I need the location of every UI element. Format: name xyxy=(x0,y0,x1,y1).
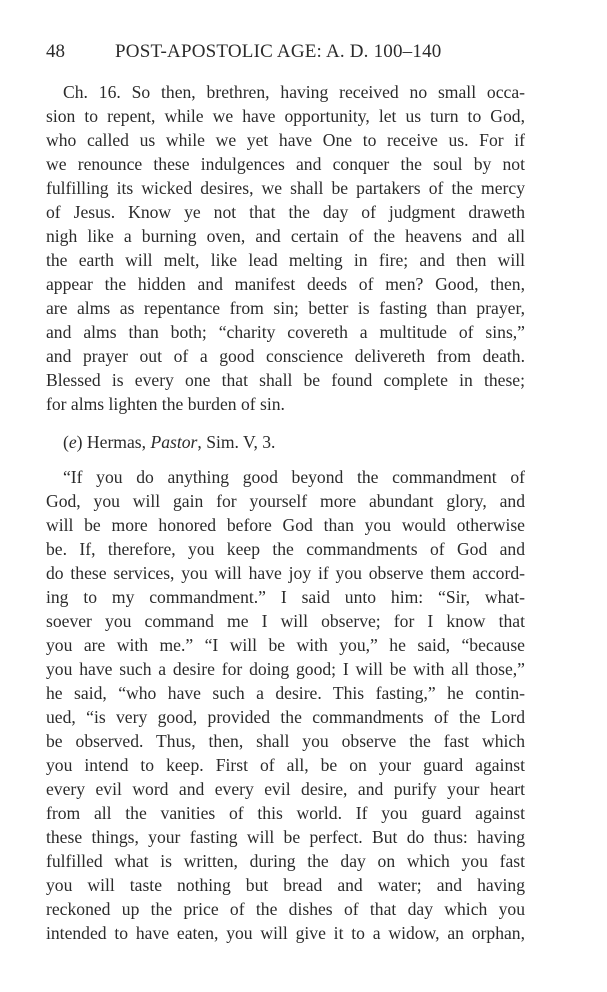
text-line: and prayer out of a good conscience delivereth from death. xyxy=(46,346,525,366)
citation-work: Pastor xyxy=(150,432,198,452)
text-line: of Jesus. Know ye not that the day of judgment draweth xyxy=(46,202,525,222)
text-line: Blessed is every one that shall be found complete in these; xyxy=(46,370,525,390)
text-line: you are with me.” “I will be with you,” he said, “because xyxy=(46,635,525,655)
text-line: be observed. Thus, then, shall you observe the fast which xyxy=(46,731,525,751)
text-line: God, you will gain for yourself more abundant glory, and xyxy=(46,491,525,511)
text-line: you will taste nothing but bread and water; and having xyxy=(46,875,525,895)
text-line: we renounce these indulgences and conquer the soul by not xyxy=(46,154,525,174)
citation-author: ) Hermas, xyxy=(76,432,151,452)
text-line: Ch. 16. So then, brethren, having received no small occa- xyxy=(63,82,525,102)
text-line: ing to my commandment.” I said unto him: “Sir, what- xyxy=(46,587,525,607)
text-line: he said, “who have such a desire. This fasting,” he contin- xyxy=(46,683,525,703)
page-number: 48 xyxy=(46,41,65,62)
text-line: will be more honored before God than you would otherwise xyxy=(46,515,525,535)
text-line: you intend to keep. First of all, be on your guard against xyxy=(46,755,525,775)
text-line: soever you command me I will observe; for I know that xyxy=(46,611,525,631)
text-line: do these services, you will have joy if you observe them accord- xyxy=(46,563,525,583)
text-line: and alms than both; “charity covereth a multitude of sins,” xyxy=(46,322,525,342)
source-citation xyxy=(46,430,525,454)
text-line: sion to repent, while we have opportunity, let us turn to God, xyxy=(46,106,525,126)
text-line: nigh like a burning oven, and certain of the heavens and all xyxy=(46,226,525,246)
running-title: POST-APOSTOLIC AGE: A. D. 100–140 xyxy=(115,41,442,62)
running-header xyxy=(46,40,525,64)
text-line: you have such a desire for doing good; I will be with all those,” xyxy=(46,659,525,679)
citation-letter: e xyxy=(68,432,77,452)
text-line: intended to have eaten, you will give it to a widow, an orphan, xyxy=(46,923,525,943)
text-line: ued, “is very good, provided the commandments of the Lord xyxy=(46,707,525,727)
text-line: who called us while we yet have One to receive us. For if xyxy=(46,130,525,150)
text-line: the earth will melt, like lead melting in fire; and then will xyxy=(46,250,525,270)
text-line: for alms lighten the burden of sin. xyxy=(46,394,285,414)
text-line: from all the vanities of this world. If you guard against xyxy=(46,803,525,823)
text-line: “If you do anything good beyond the commandment of xyxy=(63,467,525,487)
text-line: reckoned up the price of the dishes of that day which you xyxy=(46,899,525,919)
text-line: every evil word and every evil desire, and purify your heart xyxy=(46,779,525,799)
text-line: fulfilled what is written, during the day on which you fast xyxy=(46,851,525,871)
text-line: are alms as repentance from sin; better is fasting than prayer, xyxy=(46,298,525,318)
text-line: these things, your fasting will be perfect. But do thus: having xyxy=(46,827,525,847)
text-line: be. If, therefore, you keep the commandments of God and xyxy=(46,539,525,559)
paragraph-ch16 xyxy=(46,80,525,416)
text-line: appear the hidden and manifest deeds of men? Good, then, xyxy=(46,274,525,294)
paragraph-hermas-quote xyxy=(46,465,525,945)
citation-open: ( xyxy=(63,432,69,452)
text-line: fulfilling its wicked desires, we shall be partakers of the mercy xyxy=(46,178,525,198)
citation-line xyxy=(46,430,525,454)
citation-ref: , Sim. V, 3. xyxy=(197,432,276,452)
